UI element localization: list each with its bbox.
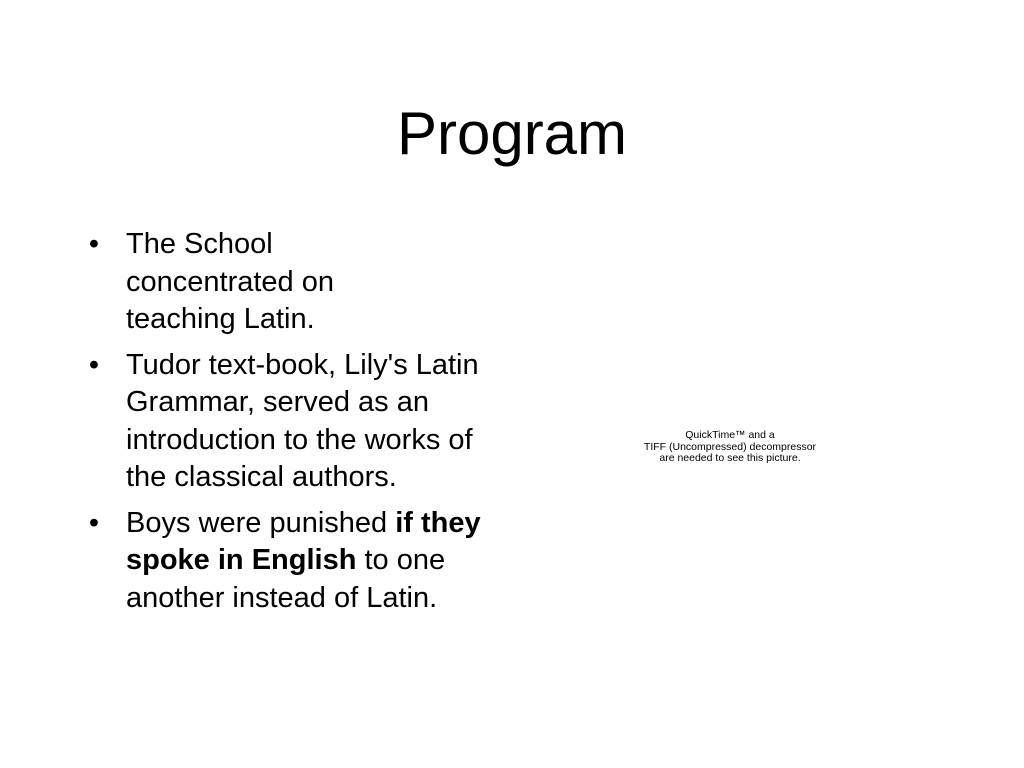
- bullet-text: [126, 347, 501, 497]
- bullet-text-segment: Tudor text-book, Lily's Latin Grammar, served as an introduction to the works of the classical authors.: [126, 348, 479, 493]
- bullet-item: [84, 226, 514, 339]
- image-placeholder-line: TIFF (Uncompressed) decompressor: [643, 440, 817, 453]
- image-placeholder-line: are needed to see this picture.: [659, 452, 801, 464]
- bullet-text-segment: Boys were punished: [126, 506, 396, 539]
- bullet-text-segment: to one another instead of Latin.: [126, 544, 446, 614]
- bullet-text-segment: The School concentrated on teaching Latin.: [126, 228, 334, 335]
- slide-title: Program: [396, 100, 628, 167]
- bullet-text: [126, 226, 386, 339]
- bullet-item: [84, 347, 514, 497]
- bullet-text: [126, 505, 481, 618]
- bullet-text-emphasis: if they spoke in English: [126, 506, 481, 576]
- image-placeholder: [610, 430, 850, 465]
- bullet-icon: •: [88, 506, 100, 539]
- image-placeholder-line: QuickTime™ and a: [685, 429, 775, 441]
- bullet-item: [84, 505, 514, 618]
- bullet-icon: •: [88, 348, 100, 381]
- bullet-list: [84, 226, 514, 625]
- bullet-icon: •: [88, 228, 100, 260]
